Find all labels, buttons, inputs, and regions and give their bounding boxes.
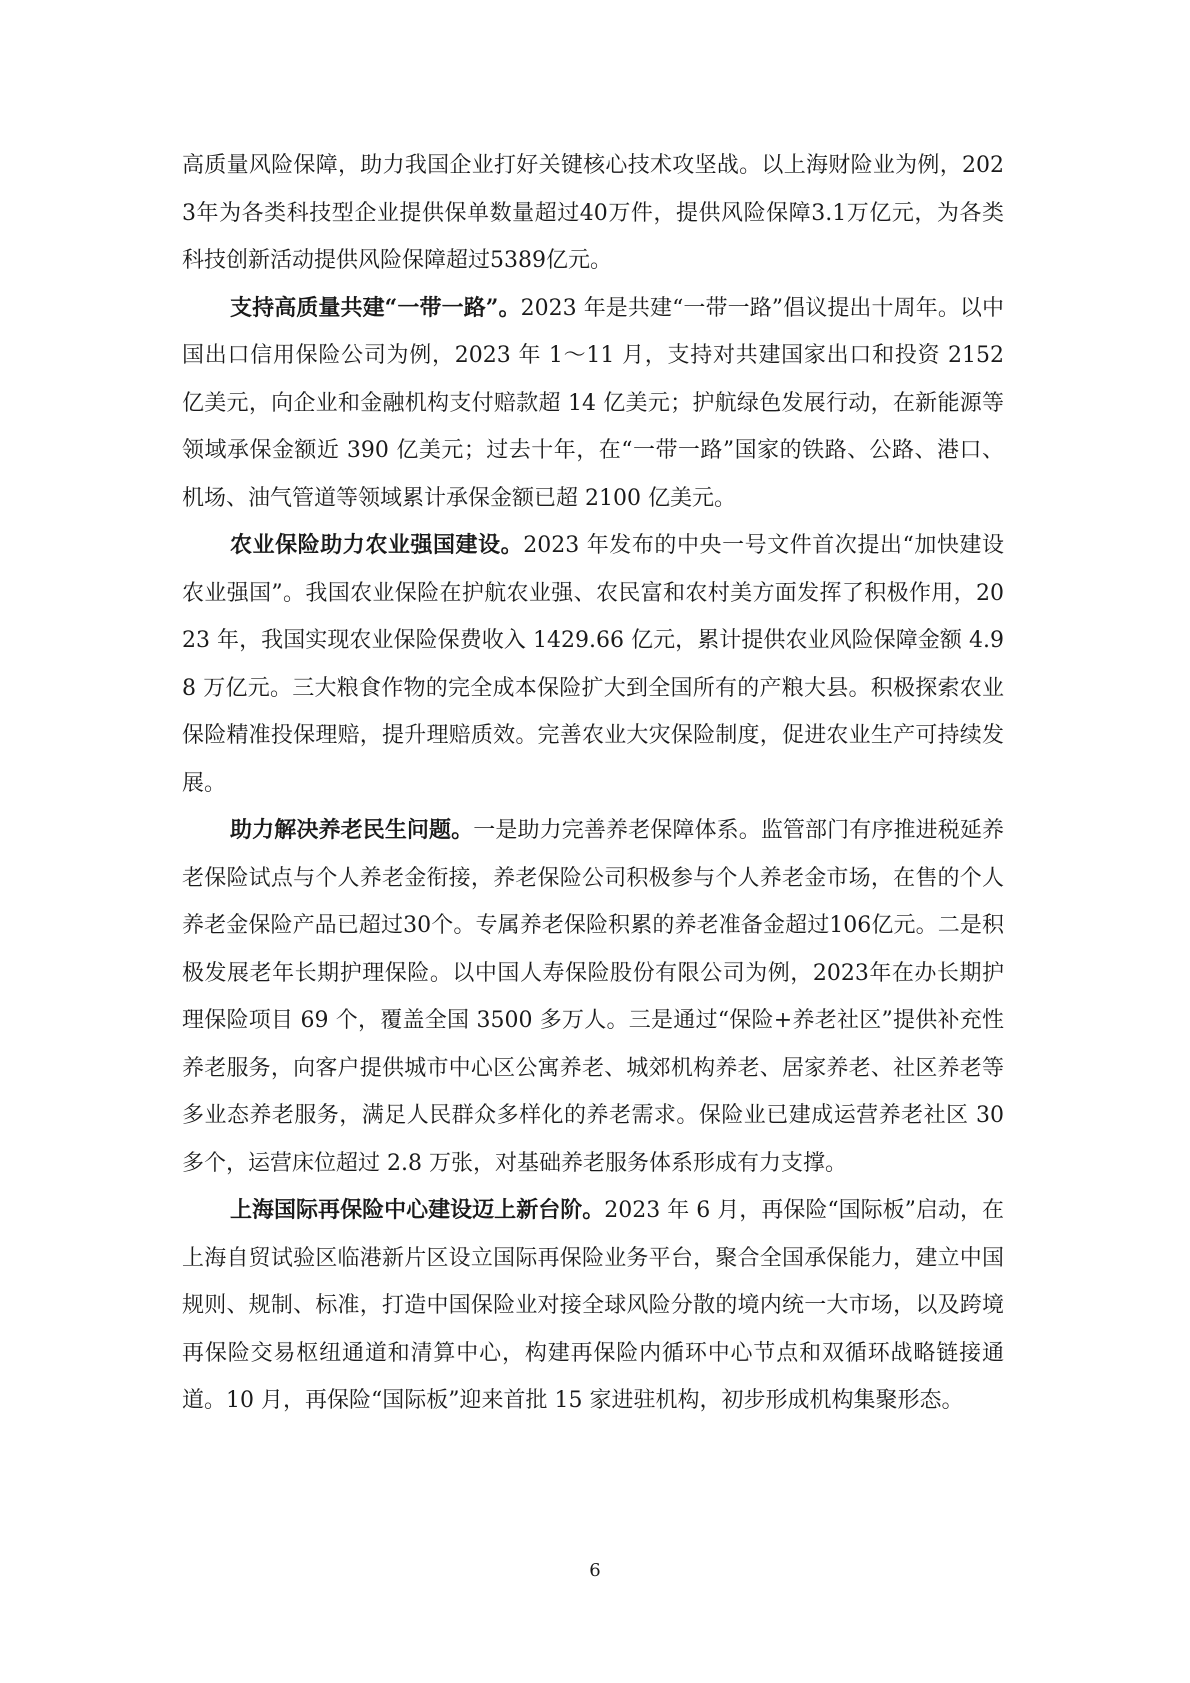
paragraph-text: 一是助力完善养老保障体系。监管部门有序推进税延养老保险试点与个人养老金衔接，养老保险公司积极参与个人养老金市场，在售的个人养老金保险产品已超过30个。专属养老保险积累的养老准备金超过106亿元。二是积极发展老年长期护理保险。以中国人寿保险股份有限公司为例，2023年在办长期护理保险项目 69 个，覆盖全国 3500 多万人。三是通过“保险+养老社区”提供补充性养老服务，向客户提供城市中心区公寓养老、城郊机构养老、居家养老、社区养老等多业态养老服务，满足人民群众多样化的养老需求。保险业已建成运营养老社区 30 多个，运营床位超过 2.8 万张，对基础养老服务体系形成有力支撑。 bbox=[182, 818, 1004, 1176]
paragraph-lead: 上海国际再保险中心建设迈上新台阶。 bbox=[230, 1197, 605, 1223]
page-number: 6 bbox=[589, 1560, 601, 1581]
paragraph-tech-insurance bbox=[182, 142, 1004, 285]
paragraph-text: 2023 年 6 月，再保险“国际板”启动，在上海自贸试验区临港新片区设立国际再保险业务平台，聚合全国承保能力，建立中国规则、规制、标准，打造中国保险业对接全球风险分散的境内统一大市场，以及跨境再保险交易枢纽通道和清算中心，构建再保险内循环中心节点和双循环战略链接通道。10 月，再保险“国际板”迎来首批 15 家进驻机构，初步形成机构集聚形态。 bbox=[182, 1198, 1004, 1413]
paragraph-belt-and-road bbox=[182, 285, 1004, 523]
paragraph-reinsurance-center bbox=[182, 1187, 1004, 1425]
paragraph-text: 高质量风险保障，助力我国企业打好关键核心技术攻坚战。以上海财险业为例，2023年为各类科技型企业提供保单数量超过40万件，提供风险保障3.1万亿元，为各类科技创新活动提供风险保障超过5389亿元。 bbox=[182, 153, 1004, 273]
paragraph-lead: 支持高质量共建“一带一路”。 bbox=[230, 294, 521, 321]
paragraph-agriculture bbox=[182, 522, 1004, 807]
paragraph-lead: 助力解决养老民生问题。 bbox=[230, 817, 474, 843]
paragraph-text: 2023 年是共建“一带一路”倡议提出十周年。以中国出口信用保险公司为例，2023 年 1～11 月，支持对共建国家出口和投资 2152 亿美元，向企业和金融机构支付赔款超 14 亿美元；护航绿色发展行动，在新能源等领域承保金额近 390 亿美元；过去十年，在“一带一路”国家的铁路、公路、港口、机场、油气管道等领域累计承保金额已超 2100 亿美元。 bbox=[182, 295, 1005, 511]
paragraph-elderly-care bbox=[182, 807, 1004, 1187]
document-body bbox=[182, 142, 1004, 1425]
paragraph-lead: 农业保险助力农业强国建设。 bbox=[230, 532, 524, 558]
paragraph-text: 2023 年发布的中央一号文件首次提出“加快建设农业强国”。我国农业保险在护航农业强、农民富和农村美方面发挥了积极作用，2023 年，我国实现农业保险保费收入 1429.66 亿元，累计提供农业风险保障金额 4.98 万亿元。三大粮食作物的完全成本保险扩大到全国所有的产粮大县。积极探索农业保险精准投保理赔，提升理赔质效。完善农业大灾保险制度，促进农业生产可持续发展。 bbox=[182, 533, 1004, 796]
